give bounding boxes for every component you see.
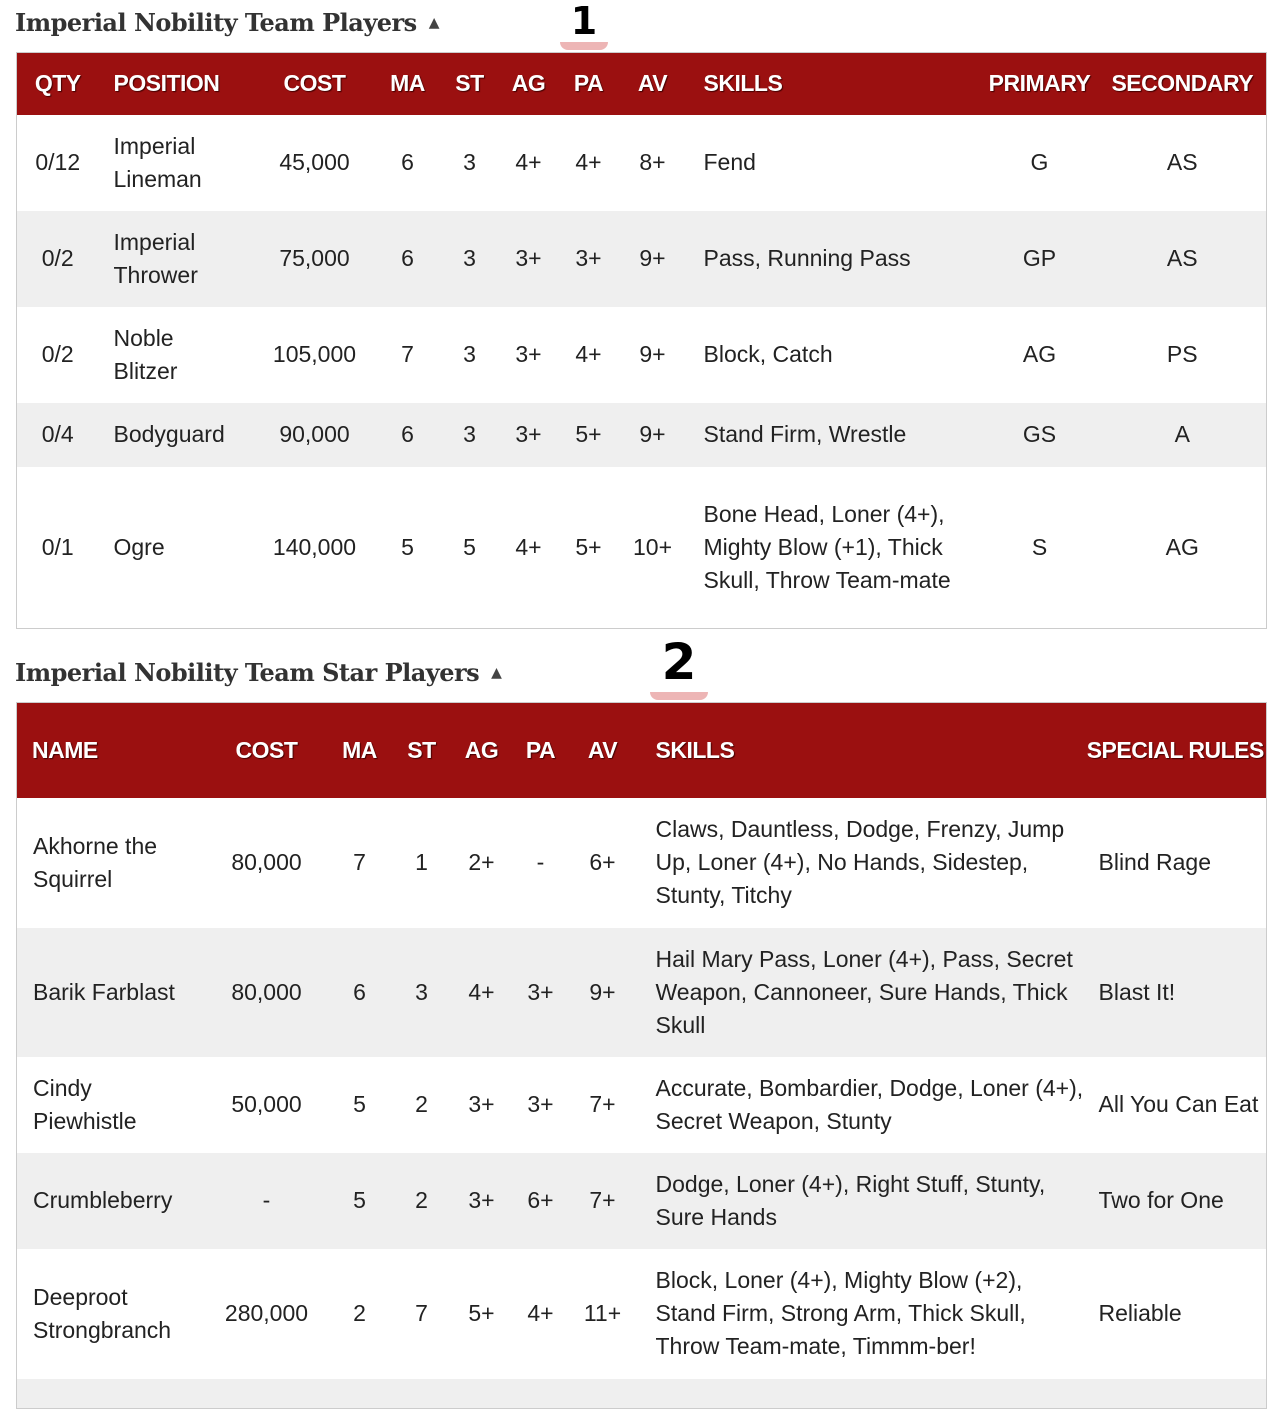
table-row bbox=[17, 467, 1267, 629]
table-cell: Reliable bbox=[1098, 1300, 1182, 1326]
table-row bbox=[17, 1057, 1267, 1153]
table-row bbox=[17, 307, 1267, 403]
table-cell: - bbox=[262, 1187, 271, 1213]
table-cell: AS bbox=[1166, 149, 1198, 175]
column-header[interactable]: ST bbox=[397, 703, 447, 798]
table-cell: S bbox=[1031, 533, 1048, 560]
table-cell: Pass, Running Pass bbox=[703, 245, 911, 271]
column-header[interactable]: MA bbox=[373, 53, 443, 115]
table-cell: Fend bbox=[703, 149, 756, 175]
team-players-title bbox=[15, 8, 439, 37]
table-cell: Hail Mary Pass, Loner (4+), Pass, Secret Weapon, Cannoneer, Sure Hands, Thick Skull bbox=[655, 945, 1073, 1038]
column-header[interactable]: AV bbox=[617, 53, 689, 115]
annotation-marker-2: 2 bbox=[650, 632, 708, 700]
table-cell: 3 bbox=[463, 341, 476, 367]
table-cell: Two for One bbox=[1098, 1187, 1224, 1213]
table-cell: 80,000 bbox=[231, 849, 302, 875]
column-header[interactable]: PA bbox=[561, 53, 617, 115]
table-cell: 0/2 bbox=[41, 245, 74, 271]
table-cell: 3+ bbox=[515, 421, 542, 447]
column-header[interactable]: MA bbox=[323, 703, 397, 798]
table-row bbox=[17, 798, 1267, 928]
table-cell: 3+ bbox=[575, 245, 602, 271]
table-cell: AG bbox=[1165, 533, 1199, 560]
table-cell: Bone Head, Loner (4+), Mighty Blow (+1), Thick Skull, Throw Team-mate bbox=[703, 500, 951, 593]
table-cell: 2 bbox=[415, 1187, 428, 1213]
table-cell: 6 bbox=[401, 421, 414, 447]
table-cell: 0/1 bbox=[41, 533, 74, 560]
table-cell: 3 bbox=[463, 149, 476, 175]
table-cell: 5 bbox=[353, 1091, 366, 1117]
table-cell: 2 bbox=[415, 1091, 428, 1117]
table-cell: 3+ bbox=[515, 245, 542, 271]
table-cell: A bbox=[1174, 421, 1190, 447]
table-cell: 3+ bbox=[527, 1091, 554, 1117]
table-cell: 4+ bbox=[575, 341, 602, 367]
column-header[interactable]: QTY bbox=[17, 53, 99, 115]
table-cell: 105,000 bbox=[272, 341, 357, 367]
table-cell: 50,000 bbox=[231, 1091, 302, 1117]
table-cell: 80,000 bbox=[231, 978, 302, 1005]
table-cell: PS bbox=[1166, 341, 1198, 367]
table-cell: Bodyguard bbox=[113, 421, 225, 447]
table-cell: 5 bbox=[401, 533, 414, 560]
table-cell: 7+ bbox=[589, 1187, 616, 1213]
column-header[interactable]: PA bbox=[517, 703, 565, 798]
table-cell: 3+ bbox=[468, 1091, 495, 1117]
table-cell: 4+ bbox=[527, 1300, 554, 1326]
table-cell: Block, Catch bbox=[703, 341, 833, 367]
table-cell: 3 bbox=[415, 978, 428, 1005]
table-cell: - bbox=[536, 849, 545, 875]
table-cell: Imperial Thrower bbox=[113, 228, 198, 288]
table-cell: 5 bbox=[353, 1187, 366, 1213]
table-cell: 3 bbox=[463, 421, 476, 447]
table-cell: 6+ bbox=[527, 1187, 554, 1213]
table-cell: Ogre bbox=[113, 533, 165, 560]
table-cell: 7 bbox=[401, 341, 414, 367]
table-cell: 1 bbox=[415, 849, 428, 875]
sort-caret-icon[interactable]: ▲ bbox=[428, 14, 439, 31]
table-cell: 2 bbox=[353, 1300, 366, 1326]
table-cell: 7 bbox=[415, 1300, 428, 1326]
table-cell: 0/2 bbox=[41, 341, 74, 367]
table-cell: 5+ bbox=[575, 533, 602, 560]
table-row bbox=[17, 928, 1267, 1057]
table-cell: 7 bbox=[353, 849, 366, 875]
table-cell: 280,000 bbox=[224, 1300, 309, 1326]
table-cell: 4+ bbox=[515, 149, 542, 175]
table-cell: G bbox=[1030, 149, 1049, 175]
table-cell: 9+ bbox=[589, 978, 616, 1005]
table-cell: 0/12 bbox=[35, 149, 81, 175]
table-cell: 4+ bbox=[575, 149, 602, 175]
table-cell: 9+ bbox=[639, 341, 666, 367]
annotation-marker-1: 1 bbox=[560, 0, 608, 50]
table-cell: GP bbox=[1022, 245, 1057, 271]
table-cell: 90,000 bbox=[279, 421, 350, 447]
table-cell: Blast It! bbox=[1098, 978, 1176, 1005]
table-cell: Claws, Dauntless, Dodge, Frenzy, Jump Up, Loner (4+), No Hands, Sidestep, Stunty, Titchy bbox=[655, 816, 1065, 908]
table-cell: Deeproot Strongbranch bbox=[33, 1283, 172, 1343]
column-header[interactable]: ST bbox=[443, 53, 497, 115]
table-cell: Dodge, Loner (4+), Right Stuff, Stunty, Sure Hands bbox=[655, 1170, 1046, 1230]
table-cell: 6 bbox=[353, 978, 366, 1005]
table-cell: 2+ bbox=[468, 849, 495, 875]
table-cell: Imperial Lineman bbox=[113, 132, 202, 192]
table-cell: Block, Loner (4+), Mighty Blow (+2), Stand Firm, Strong Arm, Thick Skull, Throw Team-mate, Timmm-ber! bbox=[655, 1267, 1026, 1359]
table-cell: Accurate, Bombardier, Dodge, Loner (4+), Secret Weapon, Stunty bbox=[655, 1074, 1084, 1134]
table-cell: 3+ bbox=[515, 341, 542, 367]
table-cell bbox=[17, 1379, 1267, 1409]
table-cell: Crumbleberry bbox=[33, 1187, 173, 1213]
column-header[interactable]: COST bbox=[211, 703, 323, 798]
table-cell: AG bbox=[1022, 341, 1057, 367]
table-row bbox=[17, 1249, 1267, 1379]
table-cell: 3 bbox=[463, 245, 476, 271]
column-header[interactable]: AG bbox=[447, 703, 517, 798]
table-cell: 8+ bbox=[639, 149, 666, 175]
table-cell: 45,000 bbox=[279, 149, 350, 175]
column-header[interactable]: AG bbox=[497, 53, 561, 115]
table-cell: 7+ bbox=[589, 1091, 616, 1117]
table-cell: GS bbox=[1022, 421, 1057, 447]
table-row bbox=[17, 115, 1267, 211]
star-players-title bbox=[15, 658, 501, 687]
table-cell: 3+ bbox=[527, 978, 554, 1005]
table-cell: 5+ bbox=[468, 1300, 495, 1326]
title-text: Imperial Nobility Team Players bbox=[15, 8, 417, 37]
table-cell: All You Can Eat bbox=[1098, 1091, 1259, 1117]
table-cell: 6 bbox=[401, 149, 414, 175]
table-cell: 11+ bbox=[583, 1300, 622, 1326]
table-cell: 9+ bbox=[639, 245, 666, 271]
column-header[interactable]: SKILLS bbox=[641, 703, 1085, 798]
column-header[interactable]: SKILLS bbox=[689, 53, 981, 115]
table-row bbox=[17, 403, 1267, 467]
column-header[interactable]: SECONDARY bbox=[1099, 53, 1267, 115]
table-cell: 5+ bbox=[575, 421, 602, 447]
table-cell: Cindy Piewhistle bbox=[33, 1074, 137, 1134]
team-players-table bbox=[16, 52, 1267, 629]
table-cell: AS bbox=[1166, 245, 1198, 271]
table-cell: 140,000 bbox=[272, 533, 357, 560]
column-header[interactable]: SPECIAL RULES bbox=[1085, 703, 1267, 798]
table-row bbox=[17, 211, 1267, 307]
table-cell: Akhorne the Squirrel bbox=[33, 832, 158, 892]
column-header[interactable]: COST bbox=[257, 53, 373, 115]
table-cell: 9+ bbox=[639, 421, 666, 447]
table-cell: 4+ bbox=[468, 978, 495, 1005]
table-cell: 75,000 bbox=[279, 245, 350, 271]
star-players-table bbox=[16, 702, 1267, 1409]
table-cell: 5 bbox=[463, 533, 476, 560]
table-row bbox=[17, 1379, 1267, 1409]
column-header[interactable]: PRIMARY bbox=[981, 53, 1099, 115]
table-cell: 6 bbox=[401, 245, 414, 271]
table-cell: 6+ bbox=[589, 849, 616, 875]
title-text: Imperial Nobility Team Star Players bbox=[15, 658, 480, 687]
table-cell: 4+ bbox=[515, 533, 542, 560]
column-header[interactable]: AV bbox=[565, 703, 641, 798]
table-cell: 3+ bbox=[468, 1187, 495, 1213]
table-cell: Barik Farblast bbox=[33, 978, 175, 1005]
table-row bbox=[17, 1153, 1267, 1249]
table-cell: 10+ bbox=[632, 533, 672, 560]
column-header[interactable]: NAME bbox=[17, 703, 211, 798]
table-cell: 0/4 bbox=[41, 421, 74, 447]
table-cell: Stand Firm, Wrestle bbox=[703, 421, 907, 447]
table-cell: Blind Rage bbox=[1098, 849, 1212, 875]
column-header[interactable]: POSITION bbox=[99, 53, 257, 115]
sort-caret-icon[interactable]: ▲ bbox=[491, 664, 502, 681]
table-cell: Noble Blitzer bbox=[113, 324, 178, 384]
